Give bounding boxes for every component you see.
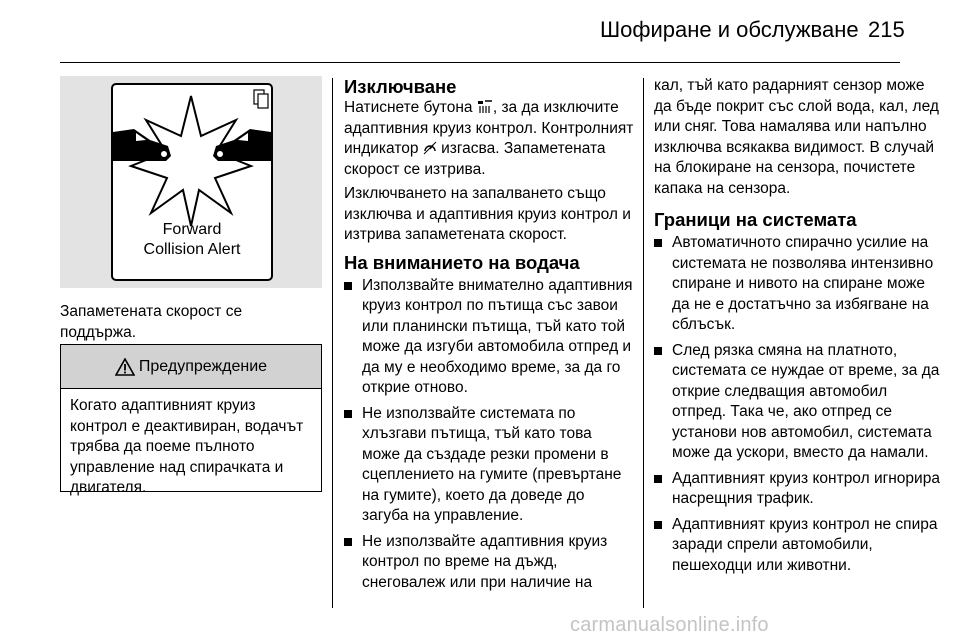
page-header-title: Шофиране и обслужване — [600, 17, 859, 42]
driver-attention-list — [344, 276, 634, 594]
list-item: Адаптивният круиз контрол не спира заради спрели автомобили, пешеходци или животни. — [654, 515, 944, 577]
section-heading-disable: Изключване — [344, 76, 457, 97]
disable-text-part1: Натиснете бутона — [344, 99, 477, 116]
system-limits-list — [654, 233, 944, 576]
warning-box — [60, 344, 322, 496]
disable-paragraph-1 — [344, 98, 634, 180]
figure-caption-line2: Collision Alert — [143, 241, 241, 258]
warning-body: Когато адаптивният круиз контрол е деактивиран, водачът трябва да поеме пълното управление над спирачката и двигателя. — [70, 397, 304, 496]
list-item: Автоматичното спирачно усилие на системата не позволява интензивно спиране и нивото на спиране може да не е достатъчно за избягване на сблъсък. — [654, 233, 944, 336]
disable-text-part2: , за да изключите адаптивния круиз контрол. Контролният индикатор — [344, 99, 634, 157]
list-item: Не използвайте адаптивния круиз контрол по време на дъжд, снеговалеж или при наличие на — [344, 532, 634, 594]
list-item: Използвайте внимателно адаптивния круиз контрол по пътища със завои или планински пътища, тъй като той може да изгуби автомобила отпред и да му е необходимо време, за да го открие отново. — [344, 276, 634, 399]
section-heading-driver-attention: На вниманието на водача — [344, 251, 580, 273]
continuation-paragraph: кал, тъй като радарният сензор може да бъде покрит със слой вода, кал, лед или сняг. Това намалява или напълно изключва всякаква видимост. В случай на блокиране на сензора, почистете капака на сензора. — [654, 77, 939, 197]
disable-paragraph-2: Изключването на запалването също изключва и адаптивния круиз контрол и изтрива запаметената скорост. — [344, 185, 631, 243]
watermark: carmanualsonline.info — [570, 614, 769, 636]
list-item: Адаптивният круиз контрол игнорира насрещния трафик. — [654, 469, 944, 510]
warning-header — [61, 345, 321, 389]
list-item: Не използвайте системата по хлъзгави пътища, тъй като това може да създаде резки промени в сцеплението на гумите (превъртане на гумите), което да доведе до загуба на управление. — [344, 404, 634, 527]
cruise-indicator-icon — [423, 141, 437, 155]
list-item: След рязка смяна на платното, системата се нуждае от време, за да открие следващия автомобил отпред. Така че, ако отпред се установи нов автомобил, системата може да ускори, вместо да намали. — [654, 341, 944, 464]
column-divider-left — [332, 78, 333, 608]
figure-caption-line1: Forward — [162, 221, 222, 238]
disable-text-part3: изгасва. Запаметената скорост се изтрива. — [344, 140, 606, 178]
warning-triangle-icon — [115, 358, 135, 376]
warning-title: Предупреждение — [138, 357, 268, 375]
middle-column — [344, 76, 634, 598]
forward-collision-alert-figure — [60, 76, 322, 288]
cruise-cancel-button-icon — [477, 100, 493, 114]
section-heading-system-limits: Граници на системата — [654, 209, 857, 230]
right-column — [654, 76, 944, 581]
stored-speed-note: Запаметената скорост се поддържа. — [60, 303, 243, 341]
header-divider — [60, 62, 900, 63]
page-number: 215 — [868, 17, 905, 42]
column-divider-right — [643, 78, 644, 608]
